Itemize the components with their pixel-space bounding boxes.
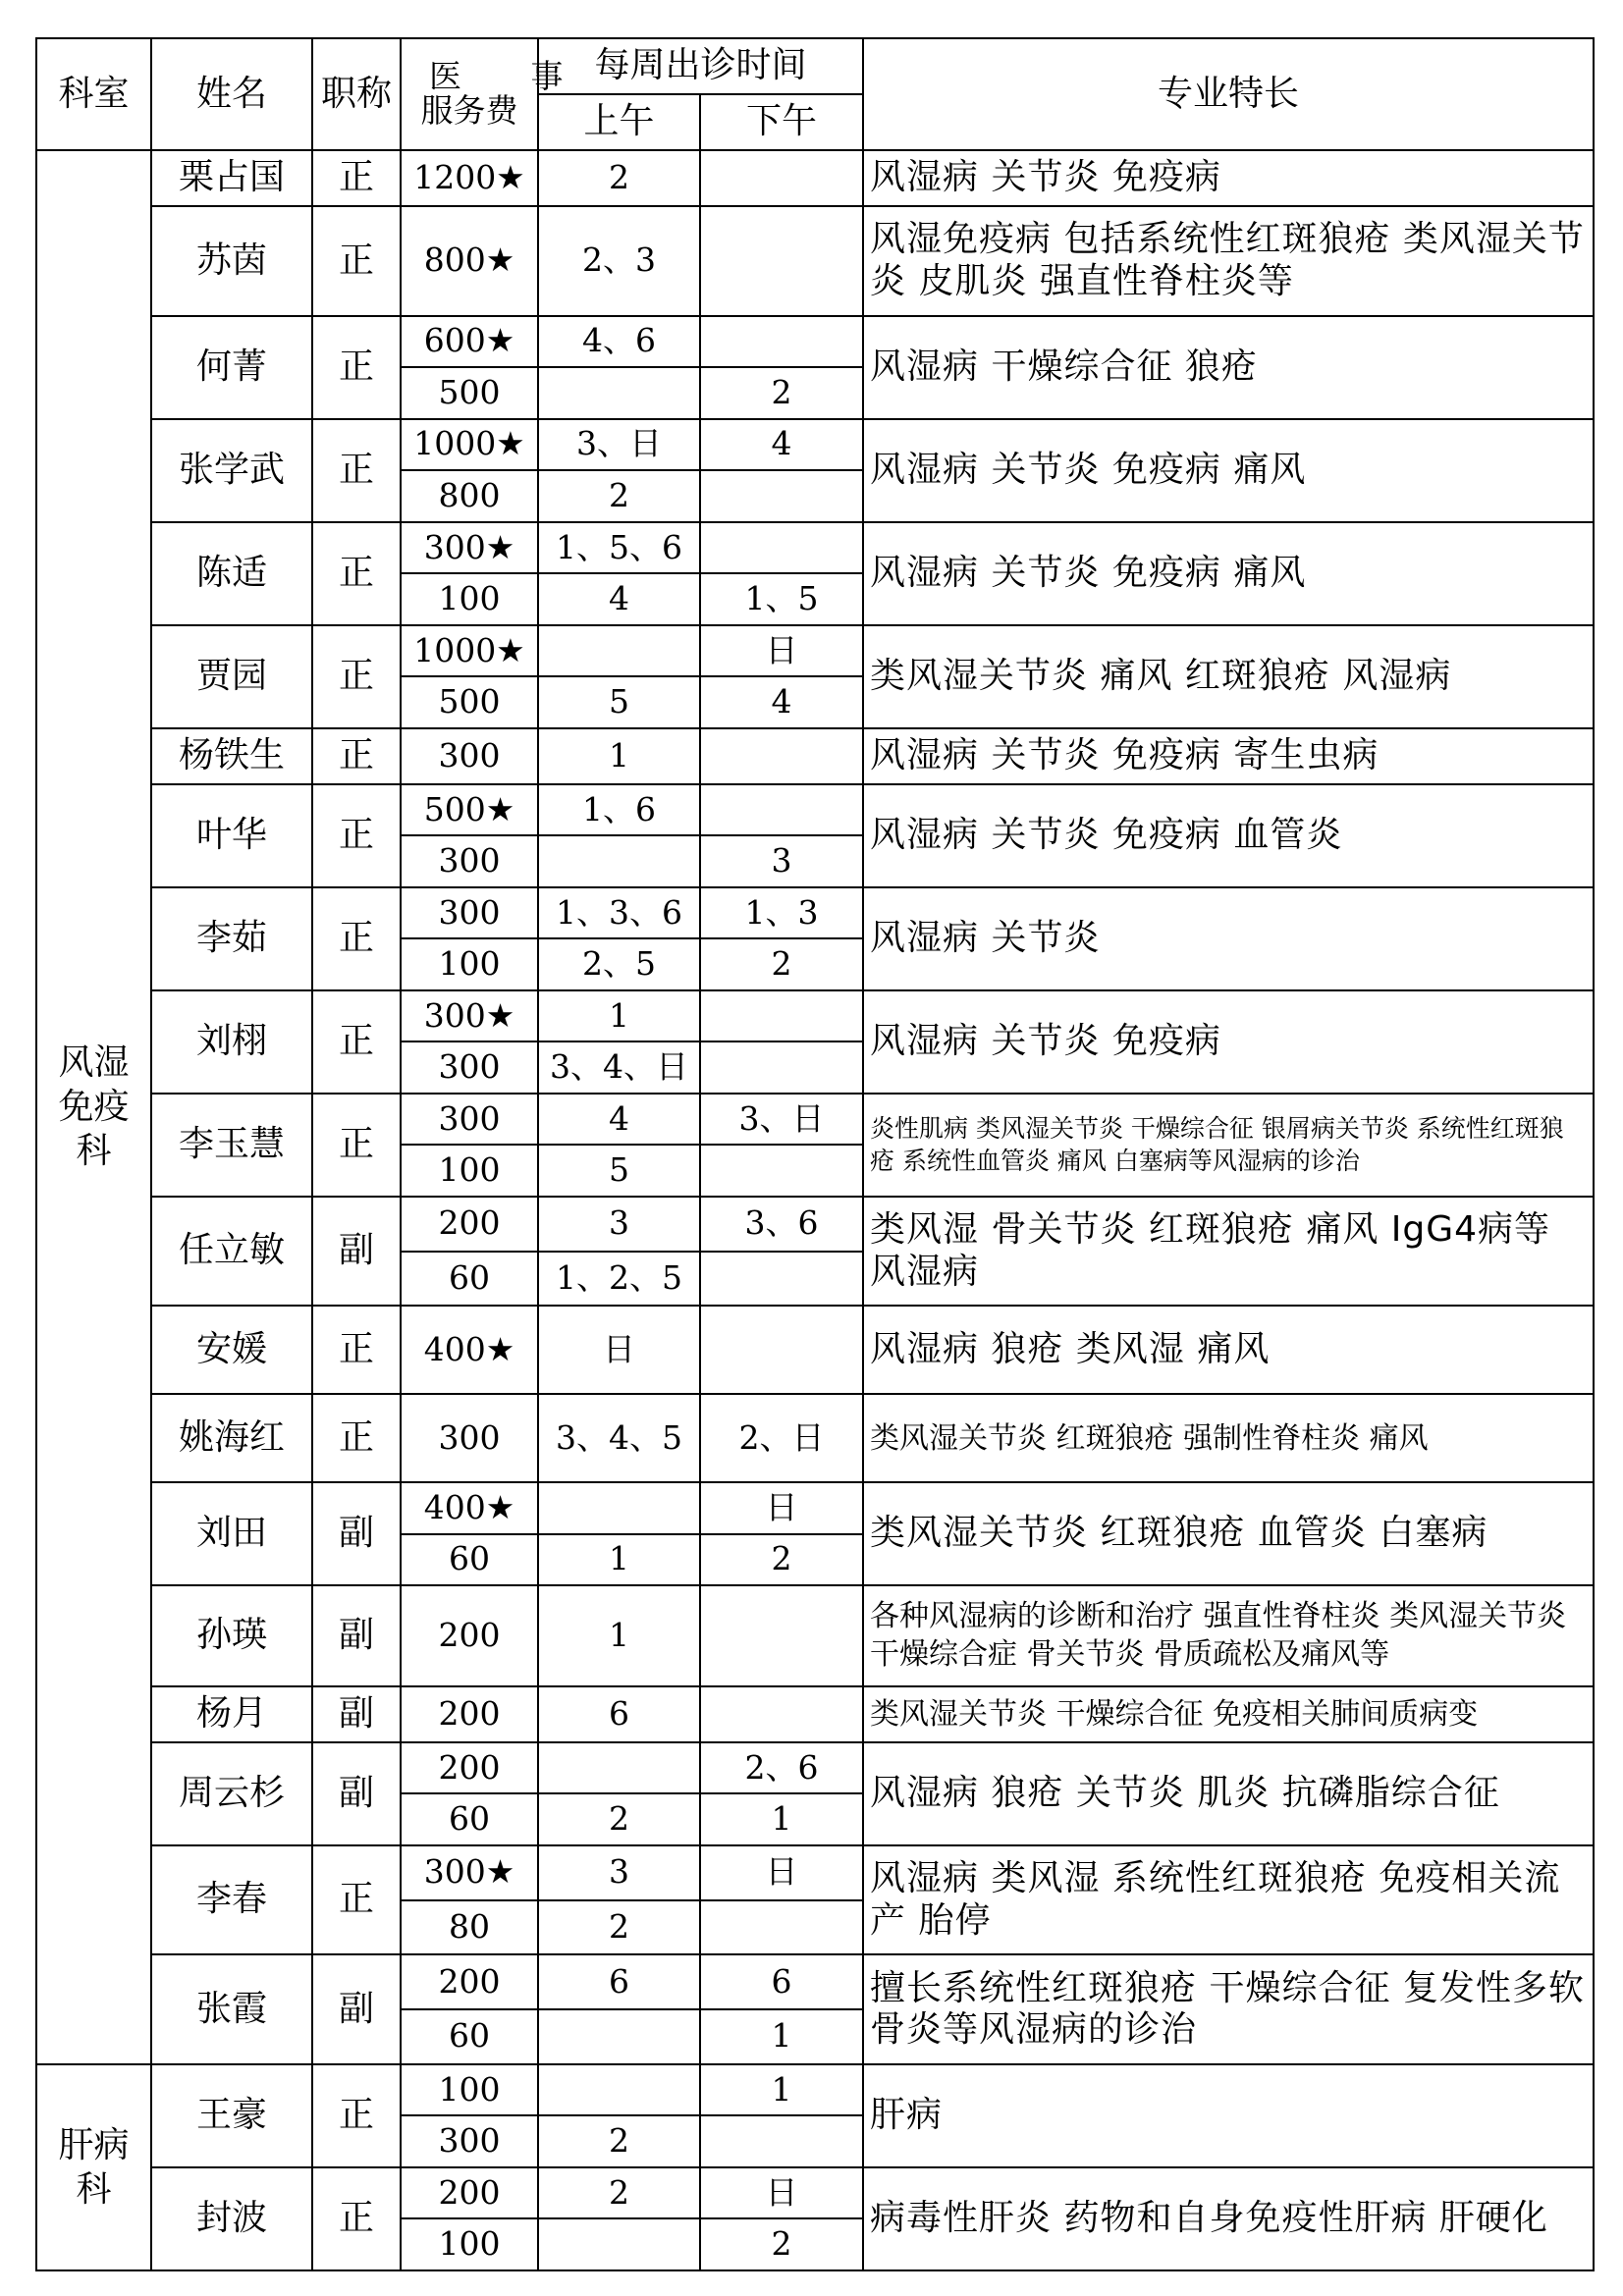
doctor-title: 正 bbox=[312, 419, 401, 522]
doctor-title: 正 bbox=[312, 1306, 401, 1394]
header-fee bbox=[401, 38, 593, 150]
am-days: 4 bbox=[538, 1094, 700, 1146]
header-pm: 下午 bbox=[700, 94, 863, 150]
schedule-row bbox=[36, 1094, 1594, 1146]
schedule-row bbox=[36, 625, 1594, 677]
am-days bbox=[538, 1482, 700, 1534]
doctor-title: 正 bbox=[312, 2167, 401, 2270]
header-dept: 科室 bbox=[36, 38, 151, 150]
doctor-name: 杨铁生 bbox=[151, 728, 312, 784]
am-days: 5 bbox=[538, 1145, 700, 1197]
service-fee: 500★ bbox=[401, 784, 538, 836]
pm-days: 2、日 bbox=[700, 1394, 863, 1482]
department-cell: 风湿免疫科 bbox=[36, 150, 151, 2064]
doctor-specialty: 各种风湿病的诊断和治疗 强直性脊柱炎 类风湿关节炎 干燥综合症 骨关节炎 骨质疏松及痛风等 bbox=[863, 1585, 1594, 1686]
doctor-specialty: 风湿病 关节炎 免疫病 寄生虫病 bbox=[863, 728, 1594, 784]
schedule-row bbox=[36, 150, 1594, 206]
doctor-title: 副 bbox=[312, 1585, 401, 1686]
schedule-row bbox=[36, 316, 1594, 368]
service-fee: 200 bbox=[401, 1585, 538, 1686]
pm-days: 2 bbox=[700, 1534, 863, 1586]
pm-days bbox=[700, 728, 863, 784]
am-days bbox=[538, 625, 700, 677]
service-fee: 100 bbox=[401, 573, 538, 625]
doctor-specialty: 风湿病 关节炎 免疫病 bbox=[863, 990, 1594, 1094]
pm-days bbox=[700, 522, 863, 574]
am-days: 2 bbox=[538, 1900, 700, 1955]
doctor-title: 正 bbox=[312, 625, 401, 728]
doctor-title: 副 bbox=[312, 1686, 401, 1742]
doctor-name: 王豪 bbox=[151, 2064, 312, 2167]
am-days: 1、3、6 bbox=[538, 887, 700, 939]
service-fee: 800★ bbox=[401, 206, 538, 316]
pm-days bbox=[700, 1306, 863, 1394]
schedule-row bbox=[36, 522, 1594, 574]
doctor-specialty: 风湿病 关节炎 免疫病 血管炎 bbox=[863, 784, 1594, 887]
doctor-name: 李春 bbox=[151, 1845, 312, 1955]
doctor-specialty: 类风湿关节炎 干燥综合征 免疫相关肺间质病变 bbox=[863, 1686, 1594, 1742]
doctor-specialty: 擅长系统性红斑狼疮 干燥综合征 复发性多软骨炎等风湿病的诊治 bbox=[863, 1954, 1594, 2064]
doctor-specialty: 风湿病 关节炎 免疫病 痛风 bbox=[863, 419, 1594, 522]
am-days bbox=[538, 2218, 700, 2270]
doctor-specialty: 风湿病 干燥综合征 狼疮 bbox=[863, 316, 1594, 419]
doctor-specialty: 风湿病 狼疮 类风湿 痛风 bbox=[863, 1306, 1594, 1394]
service-fee: 60 bbox=[401, 1793, 538, 1845]
pm-days: 日 bbox=[700, 625, 863, 677]
schedule-row bbox=[36, 206, 1594, 316]
am-days: 2、3 bbox=[538, 206, 700, 316]
doctor-title: 正 bbox=[312, 990, 401, 1094]
pm-days bbox=[700, 1145, 863, 1197]
pm-days bbox=[700, 1252, 863, 1307]
schedule-row bbox=[36, 1954, 1594, 2009]
service-fee: 300★ bbox=[401, 522, 538, 574]
doctor-name: 安媛 bbox=[151, 1306, 312, 1394]
service-fee: 200 bbox=[401, 2167, 538, 2219]
doctor-name: 刘田 bbox=[151, 1482, 312, 1585]
service-fee: 1000★ bbox=[401, 625, 538, 677]
schedule-row bbox=[36, 990, 1594, 1042]
am-days: 1、2、5 bbox=[538, 1252, 700, 1307]
service-fee: 60 bbox=[401, 2009, 538, 2064]
doctor-specialty: 风湿病 类风湿 系统性红斑狼疮 免疫相关流产 胎停 bbox=[863, 1845, 1594, 1955]
am-days bbox=[538, 367, 700, 419]
pm-days: 3、日 bbox=[700, 1094, 863, 1146]
pm-days bbox=[700, 206, 863, 316]
pm-days: 日 bbox=[700, 1845, 863, 1900]
doctor-title: 正 bbox=[312, 1845, 401, 1955]
schedule-row bbox=[36, 1482, 1594, 1534]
schedule-row bbox=[36, 1742, 1594, 1794]
am-days: 4 bbox=[538, 573, 700, 625]
doctor-title: 正 bbox=[312, 728, 401, 784]
doctor-title: 正 bbox=[312, 887, 401, 990]
am-days: 1 bbox=[538, 1534, 700, 1586]
doctor-name: 孙瑛 bbox=[151, 1585, 312, 1686]
service-fee: 200 bbox=[401, 1742, 538, 1794]
doctor-name: 刘栩 bbox=[151, 990, 312, 1094]
am-days bbox=[538, 2009, 700, 2064]
doctor-title: 正 bbox=[312, 522, 401, 625]
header-am: 上午 bbox=[538, 94, 700, 150]
am-days: 3、4、5 bbox=[538, 1394, 700, 1482]
am-days: 3 bbox=[538, 1845, 700, 1900]
doctor-name: 姚海红 bbox=[151, 1394, 312, 1482]
doctor-specialty: 类风湿关节炎 红斑狼疮 强制性脊柱炎 痛风 bbox=[863, 1394, 1594, 1482]
doctor-title: 正 bbox=[312, 1394, 401, 1482]
am-days: 2 bbox=[538, 1793, 700, 1845]
doctor-name: 何菁 bbox=[151, 316, 312, 419]
pm-days bbox=[700, 150, 863, 206]
doctor-name: 杨月 bbox=[151, 1686, 312, 1742]
service-fee: 300 bbox=[401, 728, 538, 784]
service-fee: 100 bbox=[401, 2064, 538, 2116]
schedule-row bbox=[36, 728, 1594, 784]
doctor-specialty: 炎性肌病 类风湿关节炎 干燥综合征 银屑病关节炎 系统性红斑狼疮 系统性血管炎 痛风 白塞病等风湿病的诊治 bbox=[863, 1094, 1594, 1197]
header-weekly: 每周出诊时间 bbox=[538, 38, 863, 94]
schedule-row bbox=[36, 1585, 1594, 1686]
pm-days: 2、6 bbox=[700, 1742, 863, 1794]
schedule-row bbox=[36, 1306, 1594, 1394]
header-fee-line1: 医 事 bbox=[429, 57, 593, 96]
clinic-schedule-table bbox=[35, 37, 1595, 2271]
header-title: 职称 bbox=[312, 38, 401, 150]
am-days: 3 bbox=[538, 1197, 700, 1252]
header-name: 姓名 bbox=[151, 38, 312, 150]
doctor-specialty: 类风湿关节炎 痛风 红斑狼疮 风湿病 bbox=[863, 625, 1594, 728]
doctor-specialty: 类风湿 骨关节炎 红斑狼疮 痛风 IgG4病等风湿病 bbox=[863, 1197, 1594, 1307]
doctor-name: 叶华 bbox=[151, 784, 312, 887]
am-days bbox=[538, 835, 700, 887]
service-fee: 600★ bbox=[401, 316, 538, 368]
pm-days: 日 bbox=[700, 2167, 863, 2219]
doctor-title: 副 bbox=[312, 1954, 401, 2064]
doctor-title: 正 bbox=[312, 1094, 401, 1197]
am-days: 3、4、日 bbox=[538, 1041, 700, 1094]
am-days: 2 bbox=[538, 2167, 700, 2219]
service-fee: 100 bbox=[401, 2218, 538, 2270]
am-days: 1 bbox=[538, 990, 700, 1042]
doctor-title: 副 bbox=[312, 1742, 401, 1845]
service-fee: 300 bbox=[401, 1394, 538, 1482]
pm-days: 3、6 bbox=[700, 1197, 863, 1252]
service-fee: 200 bbox=[401, 1954, 538, 2009]
doctor-name: 栗占国 bbox=[151, 150, 312, 206]
doctor-specialty: 肝病 bbox=[863, 2064, 1594, 2167]
pm-days bbox=[700, 470, 863, 522]
schedule-row bbox=[36, 1394, 1594, 1482]
schedule-row bbox=[36, 1845, 1594, 1900]
am-days: 日 bbox=[538, 1306, 700, 1394]
doctor-title: 正 bbox=[312, 2064, 401, 2167]
schedule-row bbox=[36, 2167, 1594, 2219]
doctor-name: 贾园 bbox=[151, 625, 312, 728]
doctor-name: 任立敏 bbox=[151, 1197, 312, 1307]
service-fee: 1200★ bbox=[401, 150, 538, 206]
pm-days: 2 bbox=[700, 938, 863, 990]
pm-days bbox=[700, 1686, 863, 1742]
doctor-title: 正 bbox=[312, 316, 401, 419]
schedule-row bbox=[36, 784, 1594, 836]
service-fee: 100 bbox=[401, 938, 538, 990]
header-specialty: 专业特长 bbox=[863, 38, 1594, 150]
service-fee: 60 bbox=[401, 1252, 538, 1307]
doctor-specialty: 类风湿关节炎 红斑狼疮 血管炎 白塞病 bbox=[863, 1482, 1594, 1585]
doctor-title: 副 bbox=[312, 1197, 401, 1307]
am-days: 1、6 bbox=[538, 784, 700, 836]
service-fee: 100 bbox=[401, 1145, 538, 1197]
doctor-name: 李茹 bbox=[151, 887, 312, 990]
schedule-row bbox=[36, 1686, 1594, 1742]
service-fee: 200 bbox=[401, 1686, 538, 1742]
am-days: 2 bbox=[538, 2115, 700, 2167]
doctor-name: 张霞 bbox=[151, 1954, 312, 2064]
am-days bbox=[538, 1742, 700, 1794]
pm-days: 2 bbox=[700, 367, 863, 419]
doctor-specialty: 风湿病 关节炎 bbox=[863, 887, 1594, 990]
schedule-row bbox=[36, 2064, 1594, 2116]
am-days: 6 bbox=[538, 1954, 700, 2009]
pm-days: 3 bbox=[700, 835, 863, 887]
header-row-1 bbox=[36, 38, 1594, 94]
doctor-name: 苏茵 bbox=[151, 206, 312, 316]
pm-days bbox=[700, 1041, 863, 1094]
doctor-specialty: 风湿病 关节炎 免疫病 痛风 bbox=[863, 522, 1594, 625]
am-days: 1、5、6 bbox=[538, 522, 700, 574]
am-days bbox=[538, 2064, 700, 2116]
service-fee: 800 bbox=[401, 470, 538, 522]
am-days: 1 bbox=[538, 728, 700, 784]
service-fee: 300 bbox=[401, 1041, 538, 1094]
doctor-name: 周云杉 bbox=[151, 1742, 312, 1845]
service-fee: 300 bbox=[401, 835, 538, 887]
doctor-title: 副 bbox=[312, 1482, 401, 1585]
pm-days: 1、5 bbox=[700, 573, 863, 625]
doctor-title: 正 bbox=[312, 206, 401, 316]
service-fee: 300 bbox=[401, 2115, 538, 2167]
service-fee: 80 bbox=[401, 1900, 538, 1955]
am-days: 5 bbox=[538, 676, 700, 728]
pm-days bbox=[700, 316, 863, 368]
am-days: 2、5 bbox=[538, 938, 700, 990]
pm-days: 2 bbox=[700, 2218, 863, 2270]
pm-days: 1、3 bbox=[700, 887, 863, 939]
doctor-name: 张学武 bbox=[151, 419, 312, 522]
pm-days bbox=[700, 1900, 863, 1955]
schedule-row bbox=[36, 419, 1594, 471]
pm-days bbox=[700, 2115, 863, 2167]
am-days: 1 bbox=[538, 1585, 700, 1686]
schedule-row bbox=[36, 887, 1594, 939]
doctor-specialty: 风湿病 狼疮 关节炎 肌炎 抗磷脂综合征 bbox=[863, 1742, 1594, 1845]
am-days: 6 bbox=[538, 1686, 700, 1742]
pm-days: 1 bbox=[700, 2009, 863, 2064]
service-fee: 300 bbox=[401, 1094, 538, 1146]
service-fee: 1000★ bbox=[401, 419, 538, 471]
service-fee: 200 bbox=[401, 1197, 538, 1252]
pm-days: 1 bbox=[700, 2064, 863, 2116]
service-fee: 400★ bbox=[401, 1482, 538, 1534]
doctor-specialty: 病毒性肝炎 药物和自身免疫性肝病 肝硬化 bbox=[863, 2167, 1594, 2270]
pm-days: 1 bbox=[700, 1793, 863, 1845]
doctor-specialty: 风湿免疫病 包括系统性红斑狼疮 类风湿关节炎 皮肌炎 强直性脊柱炎等 bbox=[863, 206, 1594, 316]
department-cell: 肝病科 bbox=[36, 2064, 151, 2270]
service-fee: 300★ bbox=[401, 990, 538, 1042]
pm-days bbox=[700, 1585, 863, 1686]
pm-days: 4 bbox=[700, 676, 863, 728]
schedule-row bbox=[36, 1197, 1594, 1252]
pm-days: 6 bbox=[700, 1954, 863, 2009]
service-fee: 500 bbox=[401, 367, 538, 419]
am-days: 2 bbox=[538, 150, 700, 206]
service-fee: 60 bbox=[401, 1534, 538, 1586]
service-fee: 300 bbox=[401, 887, 538, 939]
pm-days: 4 bbox=[700, 419, 863, 471]
pm-days: 日 bbox=[700, 1482, 863, 1534]
pm-days bbox=[700, 990, 863, 1042]
doctor-name: 封波 bbox=[151, 2167, 312, 2270]
doctor-title: 正 bbox=[312, 150, 401, 206]
am-days: 2 bbox=[538, 470, 700, 522]
header-fee-line2: 服务费 bbox=[420, 91, 518, 131]
doctor-name: 李玉慧 bbox=[151, 1094, 312, 1197]
am-days: 4、6 bbox=[538, 316, 700, 368]
doctor-title: 正 bbox=[312, 784, 401, 887]
pm-days bbox=[700, 784, 863, 836]
am-days: 3、日 bbox=[538, 419, 700, 471]
service-fee: 400★ bbox=[401, 1306, 538, 1394]
service-fee: 500 bbox=[401, 676, 538, 728]
doctor-name: 陈适 bbox=[151, 522, 312, 625]
doctor-specialty: 风湿病 关节炎 免疫病 bbox=[863, 150, 1594, 206]
service-fee: 300★ bbox=[401, 1845, 538, 1900]
